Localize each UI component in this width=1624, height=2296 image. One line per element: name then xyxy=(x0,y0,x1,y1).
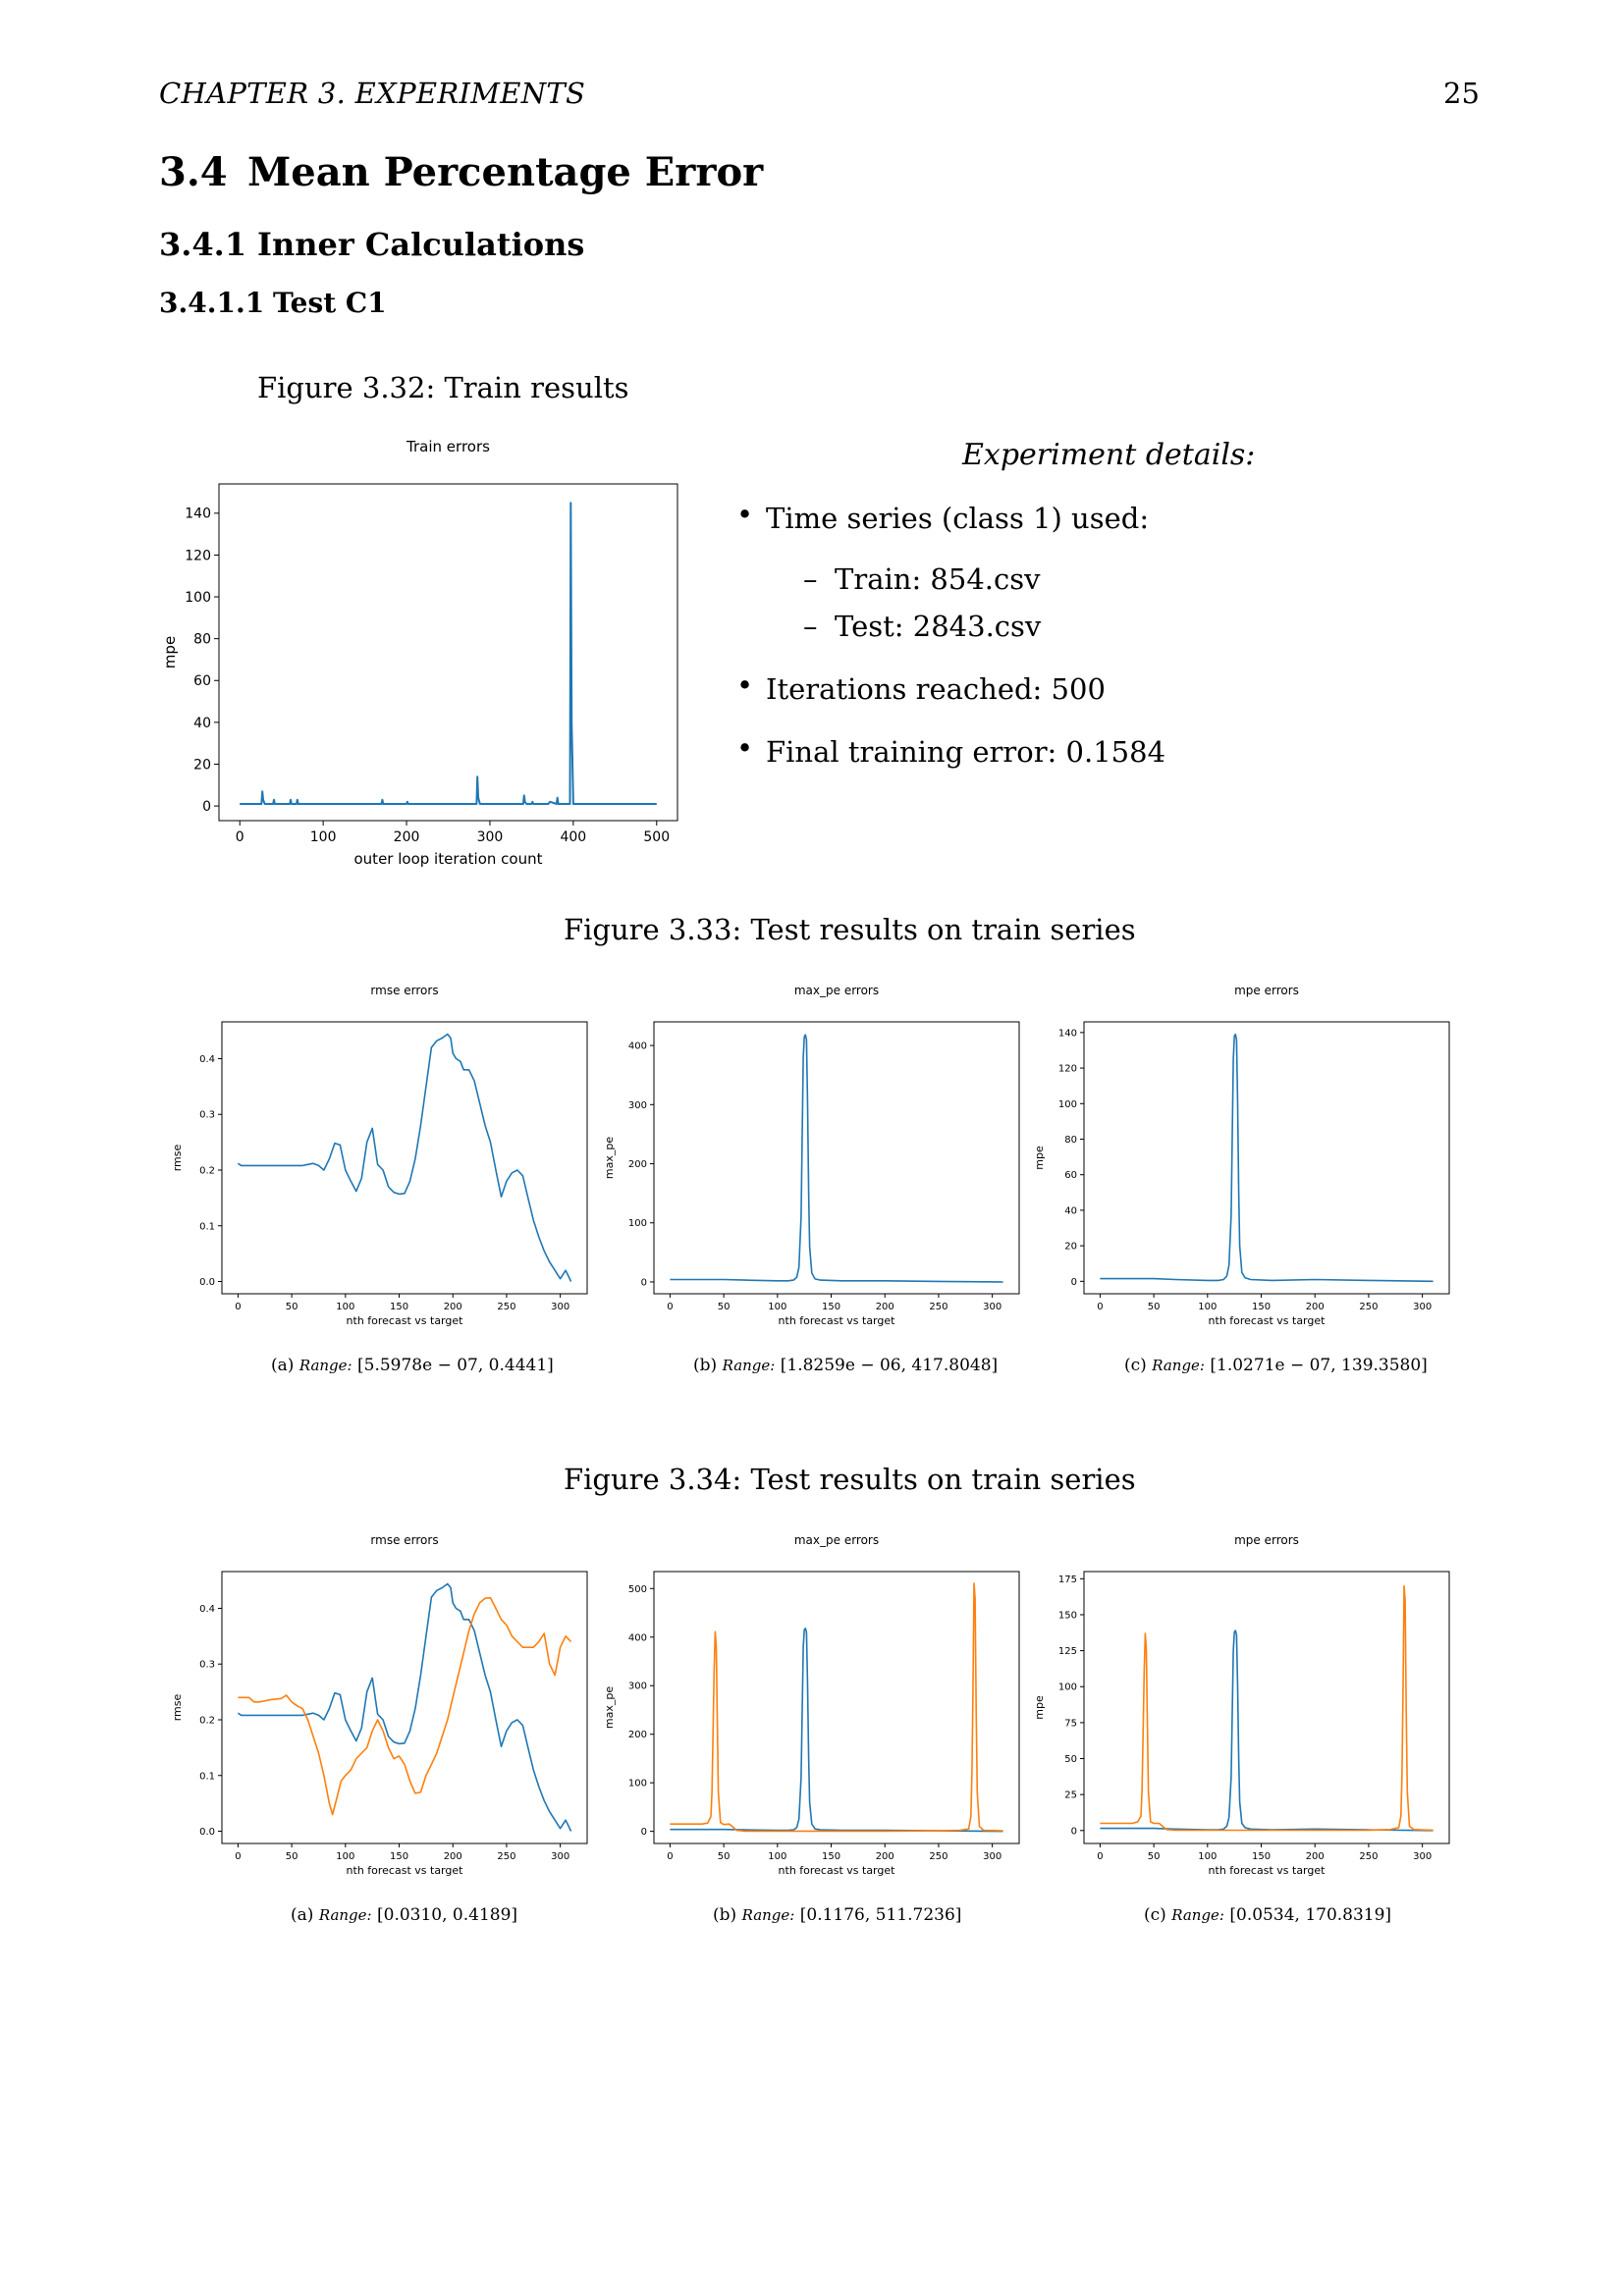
y-tick-label: 100 xyxy=(627,1778,647,1789)
y-tick-label: 0.4 xyxy=(199,1053,215,1065)
series-line-1 xyxy=(238,1584,570,1832)
y-tick-label: 0.0 xyxy=(199,1827,215,1839)
x-axis-label: outer loop iteration count xyxy=(353,850,543,868)
y-tick-label: 100 xyxy=(185,589,211,606)
x-axis-label: nth forecast vs target xyxy=(346,1864,463,1877)
y-tick-label: 80 xyxy=(1064,1134,1077,1146)
y-tick-label: 60 xyxy=(1064,1170,1077,1182)
bullet-marker: • xyxy=(736,731,754,765)
x-axis-label: nth forecast vs target xyxy=(1208,1314,1326,1327)
section-title: Mean Percentage Error xyxy=(247,149,764,195)
range-word: Range: xyxy=(741,1906,795,1924)
x-tick-label: 0 xyxy=(235,1851,242,1862)
plot-frame xyxy=(222,1572,587,1843)
x-tick-label: 500 xyxy=(643,829,671,845)
bullet-marker: • xyxy=(736,668,754,702)
figure-3-34b-caption xyxy=(713,1905,961,1925)
series-line-1 xyxy=(240,503,657,804)
subsubsection-title: Test C1 xyxy=(273,287,387,319)
y-axis-label: mpe xyxy=(1033,1146,1046,1170)
chart-title: rmse errors xyxy=(370,984,439,997)
y-tick-label: 100 xyxy=(1057,1098,1077,1110)
dash-marker: – xyxy=(803,562,818,596)
series-line-1 xyxy=(1100,1630,1433,1831)
series-line-2 xyxy=(670,1583,1002,1832)
y-axis-label: rmse xyxy=(171,1693,184,1722)
y-tick-label: 0 xyxy=(1070,1276,1077,1288)
subfigure-label: (c) xyxy=(1124,1356,1147,1375)
subsubsection-number: 3.4.1.1 xyxy=(159,287,265,319)
plot-frame xyxy=(1084,1022,1449,1294)
x-tick-label: 100 xyxy=(1198,1851,1218,1862)
y-tick-label: 0.3 xyxy=(199,1659,215,1671)
y-axis-label: max_pe xyxy=(603,1685,616,1730)
y-tick-label: 50 xyxy=(1064,1754,1077,1766)
y-tick-label: 40 xyxy=(1064,1205,1077,1217)
figure-3-33a-caption xyxy=(271,1356,554,1375)
range-value: [5.5978e − 07, 0.4441] xyxy=(357,1356,554,1375)
x-tick-label: 250 xyxy=(1359,1302,1379,1312)
x-tick-label: 50 xyxy=(285,1302,298,1312)
section-heading xyxy=(159,149,763,195)
chart-f34-rmse xyxy=(157,1526,599,1890)
y-tick-label: 400 xyxy=(627,1041,647,1052)
range-word: Range: xyxy=(722,1357,776,1374)
x-tick-label: 0 xyxy=(1097,1851,1104,1862)
subfigure-label: (c) xyxy=(1144,1905,1166,1925)
y-tick-label: 100 xyxy=(1057,1682,1077,1693)
subfigure-label: (b) xyxy=(693,1356,718,1375)
chart-f33-max-pe xyxy=(589,977,1031,1340)
x-tick-label: 150 xyxy=(821,1302,841,1312)
y-tick-label: 0 xyxy=(1070,1826,1077,1838)
figure-3-33c-caption xyxy=(1124,1356,1428,1375)
y-tick-label: 300 xyxy=(627,1099,647,1111)
x-tick-label: 150 xyxy=(389,1302,409,1312)
y-tick-label: 200 xyxy=(627,1159,647,1171)
x-tick-label: 300 xyxy=(1413,1851,1433,1862)
x-tick-label: 250 xyxy=(497,1302,516,1312)
x-tick-label: 100 xyxy=(336,1851,355,1862)
x-tick-label: 50 xyxy=(717,1851,731,1862)
y-tick-label: 200 xyxy=(627,1730,647,1741)
y-tick-label: 150 xyxy=(1057,1610,1077,1622)
x-tick-label: 250 xyxy=(929,1302,948,1312)
x-tick-label: 100 xyxy=(768,1302,787,1312)
bullet-test-file: Test: 2843.csv xyxy=(835,610,1042,643)
y-tick-label: 0 xyxy=(640,1277,647,1289)
x-tick-label: 150 xyxy=(1251,1302,1272,1312)
x-tick-label: 400 xyxy=(560,829,587,845)
subsection-heading xyxy=(159,226,584,263)
x-tick-label: 0 xyxy=(1097,1302,1104,1312)
y-tick-label: 140 xyxy=(185,506,211,522)
x-tick-label: 200 xyxy=(393,829,420,845)
x-tick-label: 50 xyxy=(1147,1302,1161,1312)
subsection-number: 3.4.1 xyxy=(159,226,247,263)
x-tick-label: 300 xyxy=(476,829,504,845)
y-tick-label: 0.0 xyxy=(199,1277,215,1289)
x-axis-label: nth forecast vs target xyxy=(778,1864,895,1877)
chart-f34-max-pe xyxy=(589,1526,1031,1890)
experiment-details-list xyxy=(736,496,1326,790)
figure-3-33-caption: Figure 3.33: Test results on train series xyxy=(564,913,1136,946)
x-tick-label: 0 xyxy=(667,1851,674,1862)
running-header-chapter: CHAPTER 3. EXPERIMENTS xyxy=(159,77,586,110)
bullet-time-series: Time series (class 1) used: xyxy=(766,502,1150,535)
figure-3-32-caption: Figure 3.32: Train results xyxy=(257,371,629,404)
y-tick-label: 120 xyxy=(1057,1063,1077,1075)
x-tick-label: 200 xyxy=(443,1851,462,1862)
experiment-details-title: Experiment details: xyxy=(962,438,1256,472)
y-tick-label: 75 xyxy=(1064,1718,1077,1730)
chart-train xyxy=(147,422,697,883)
figure-3-34-caption: Figure 3.34: Test results on train series xyxy=(564,1463,1136,1496)
dash-marker: – xyxy=(803,610,818,643)
series-line-1 xyxy=(670,1035,1002,1282)
subsection-title: Inner Calculations xyxy=(257,226,585,263)
series-line-2 xyxy=(238,1598,570,1815)
x-tick-label: 200 xyxy=(875,1302,894,1312)
range-word: Range: xyxy=(1152,1357,1205,1374)
subfigure-label: (a) xyxy=(291,1905,314,1925)
y-tick-label: 175 xyxy=(1057,1574,1077,1585)
chart-f34-mpe xyxy=(1019,1526,1461,1890)
y-axis-label: max_pe xyxy=(603,1136,616,1180)
x-tick-label: 250 xyxy=(1359,1851,1379,1862)
subsubsection-heading xyxy=(159,287,387,319)
y-tick-label: 0 xyxy=(640,1827,647,1839)
y-tick-label: 0 xyxy=(202,798,211,815)
bullet-marker: • xyxy=(736,498,754,531)
x-tick-label: 300 xyxy=(551,1851,570,1862)
x-tick-label: 200 xyxy=(1305,1851,1325,1862)
series-line-1 xyxy=(670,1629,1002,1832)
y-axis-label: rmse xyxy=(171,1144,184,1172)
x-axis-label: nth forecast vs target xyxy=(346,1314,463,1327)
plot-frame xyxy=(1084,1572,1449,1843)
bullet-iterations: Iterations reached: 500 xyxy=(766,672,1106,706)
plot-frame xyxy=(219,484,677,821)
y-tick-label: 500 xyxy=(627,1583,647,1595)
range-word: Range: xyxy=(298,1357,352,1374)
chart-f33-rmse xyxy=(157,977,599,1340)
series-line-2 xyxy=(1100,1586,1433,1831)
figure-3-33b-caption xyxy=(693,1356,998,1375)
y-tick-label: 60 xyxy=(193,673,211,690)
chart-title: Train errors xyxy=(406,438,490,455)
section-number: 3.4 xyxy=(159,149,228,195)
y-tick-label: 0.3 xyxy=(199,1109,215,1121)
x-tick-label: 200 xyxy=(1305,1302,1325,1312)
x-axis-label: nth forecast vs target xyxy=(1208,1864,1326,1877)
x-tick-label: 300 xyxy=(983,1302,1002,1312)
bullet-train-file: Train: 854.csv xyxy=(835,562,1041,596)
y-tick-label: 0.1 xyxy=(199,1221,215,1233)
x-tick-label: 300 xyxy=(983,1851,1002,1862)
y-tick-label: 100 xyxy=(627,1218,647,1230)
y-tick-label: 125 xyxy=(1057,1646,1077,1658)
x-tick-label: 250 xyxy=(929,1851,948,1862)
x-tick-label: 150 xyxy=(389,1851,409,1862)
x-tick-label: 200 xyxy=(875,1851,894,1862)
x-tick-label: 50 xyxy=(717,1302,731,1312)
range-value: [0.0310, 0.4189] xyxy=(377,1905,518,1925)
x-tick-label: 200 xyxy=(443,1302,462,1312)
chart-f33-mpe xyxy=(1019,977,1461,1340)
x-tick-label: 0 xyxy=(235,829,244,845)
subfigure-label: (a) xyxy=(271,1356,295,1375)
range-value: [0.0534, 170.8319] xyxy=(1229,1905,1392,1925)
y-axis-label: mpe xyxy=(161,635,179,669)
subfigure-label: (b) xyxy=(713,1905,737,1925)
plot-frame xyxy=(222,1022,587,1294)
x-tick-label: 300 xyxy=(551,1302,570,1312)
y-tick-label: 0.1 xyxy=(199,1771,215,1783)
x-tick-label: 50 xyxy=(285,1851,298,1862)
x-axis-label: nth forecast vs target xyxy=(778,1314,895,1327)
range-value: [1.0271e − 07, 139.3580] xyxy=(1210,1356,1428,1375)
x-tick-label: 150 xyxy=(1251,1851,1272,1862)
y-tick-label: 0.2 xyxy=(199,1165,215,1177)
x-tick-label: 150 xyxy=(821,1851,841,1862)
x-tick-label: 0 xyxy=(235,1302,242,1312)
plot-frame xyxy=(654,1022,1019,1294)
y-tick-label: 40 xyxy=(193,715,211,731)
series-line-1 xyxy=(238,1035,570,1282)
y-tick-label: 0.2 xyxy=(199,1715,215,1727)
chart-title: rmse errors xyxy=(370,1533,439,1547)
chart-title: max_pe errors xyxy=(793,1533,880,1547)
y-tick-label: 400 xyxy=(627,1632,647,1644)
y-tick-label: 25 xyxy=(1064,1789,1077,1801)
x-tick-label: 300 xyxy=(1413,1302,1433,1312)
y-tick-label: 20 xyxy=(1064,1241,1077,1253)
chart-title: max_pe errors xyxy=(793,984,880,997)
figure-3-34c-caption xyxy=(1144,1905,1391,1925)
page-number: 25 xyxy=(1443,77,1480,110)
range-word: Range: xyxy=(1171,1906,1224,1924)
range-word: Range: xyxy=(318,1906,372,1924)
x-tick-label: 0 xyxy=(667,1302,674,1312)
range-value: [1.8259e − 06, 417.8048] xyxy=(780,1356,999,1375)
x-tick-label: 100 xyxy=(1198,1302,1218,1312)
range-value: [0.1176, 511.7236] xyxy=(799,1905,962,1925)
y-tick-label: 140 xyxy=(1057,1028,1077,1040)
plot-frame xyxy=(654,1572,1019,1843)
y-tick-label: 20 xyxy=(193,757,211,774)
bullet-final-error: Final training error: 0.1584 xyxy=(766,735,1166,769)
x-tick-label: 100 xyxy=(309,829,337,845)
x-tick-label: 100 xyxy=(336,1302,355,1312)
chart-title: mpe errors xyxy=(1234,1533,1299,1547)
x-tick-label: 100 xyxy=(768,1851,787,1862)
y-tick-label: 80 xyxy=(193,631,211,648)
y-tick-label: 120 xyxy=(185,548,211,564)
y-tick-label: 0.4 xyxy=(199,1603,215,1615)
y-tick-label: 300 xyxy=(627,1681,647,1692)
x-tick-label: 250 xyxy=(497,1851,516,1862)
series-line-1 xyxy=(1100,1035,1433,1282)
x-tick-label: 50 xyxy=(1147,1851,1161,1862)
figure-3-34a-caption xyxy=(291,1905,517,1925)
y-axis-label: mpe xyxy=(1033,1695,1046,1720)
chart-title: mpe errors xyxy=(1234,984,1299,997)
